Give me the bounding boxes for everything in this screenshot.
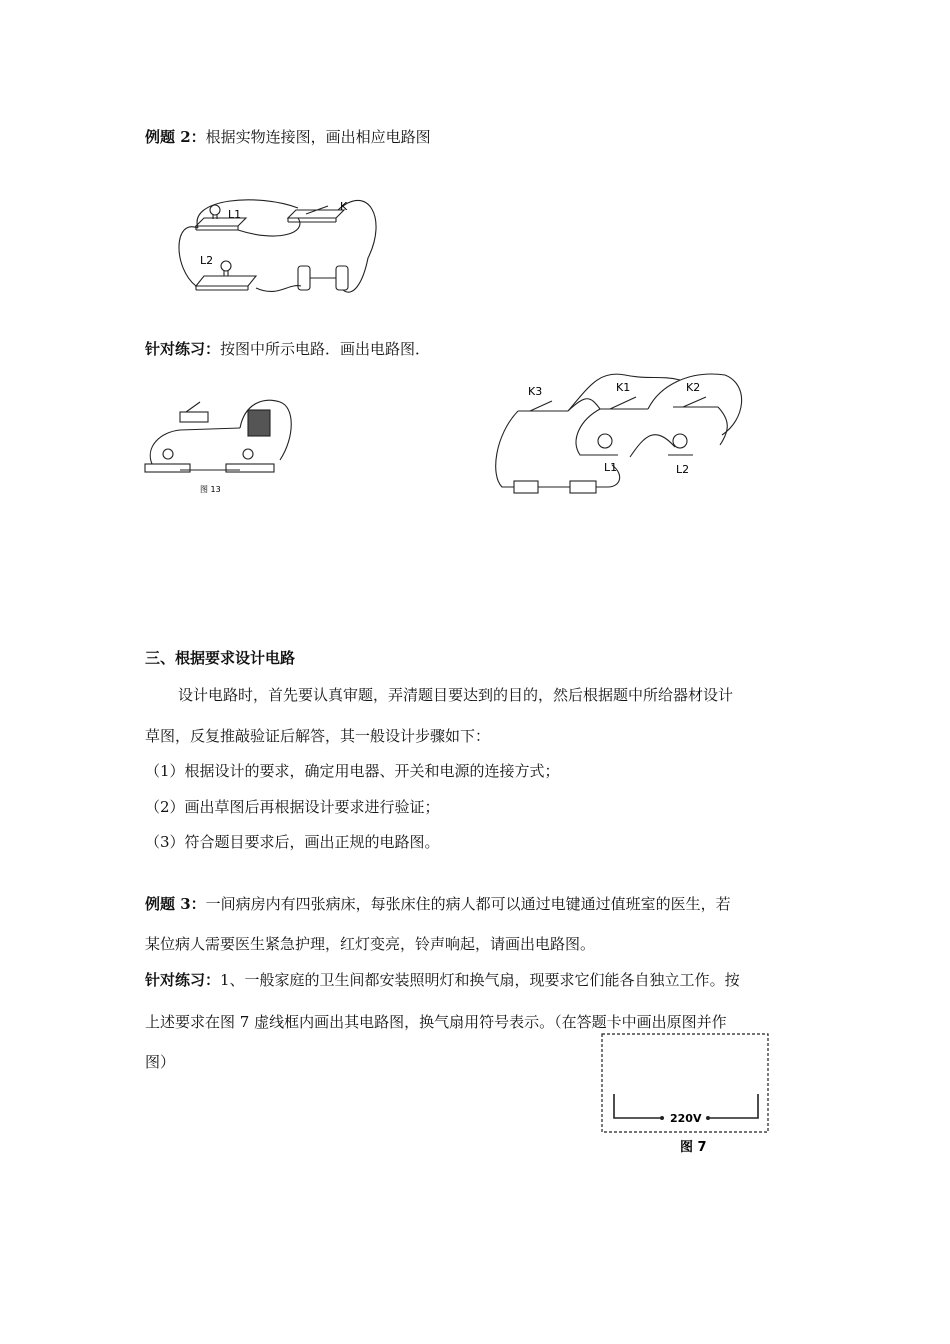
practice2-text-line1: 1、一般家庭的卫生间都安装照明灯和换气扇，现要求它们能各自独立工作。按 xyxy=(220,971,740,989)
example2-circuit-figure xyxy=(168,188,388,303)
example2-k-label: K xyxy=(340,200,348,213)
right-l1-label: L1 xyxy=(604,461,618,474)
practice2-line2: 上述要求在图 7 虚线框内画出其电路图，换气扇用符号表示。（在答题卡中画出原图并作 xyxy=(145,1013,727,1031)
right-l2-label: L2 xyxy=(676,463,690,476)
section3-step-2: （2）画出草图后再根据设计要求进行验证； xyxy=(145,798,440,816)
example2-label: 例题 2： xyxy=(145,128,206,146)
example2-l2-label: L2 xyxy=(200,254,214,267)
figure-13-caption: 图 13 xyxy=(200,485,221,494)
figure-7-voltage: 220V xyxy=(670,1112,702,1125)
example2-l1-label: L1 xyxy=(228,208,242,221)
practice1-text: 按图中所示电路．画出电路图． xyxy=(220,340,431,358)
practice2-label: 针对练习： xyxy=(145,971,221,989)
figure-7-caption: 图 7 xyxy=(680,1140,707,1155)
right-k1-label: K1 xyxy=(616,381,631,394)
figure-13 xyxy=(140,392,300,497)
practice2-line1 xyxy=(145,970,740,990)
section3-step-3: （3）符合题目要求后，画出正规的电路图。 xyxy=(145,833,440,851)
example3-text-line1: 一间病房内有四张病床，每张床住的病人都可以通过电键通过值班室的医生，若 xyxy=(205,895,731,913)
example2-line xyxy=(145,127,431,147)
example3-line2: 某位病人需要医生紧急护理，红灯变亮，铃声响起，请画出电路图。 xyxy=(145,935,596,953)
right-k2-label: K2 xyxy=(686,381,701,394)
practice1-line xyxy=(145,339,430,359)
example2-text: 根据实物连接图，画出相应电路图 xyxy=(205,128,431,146)
section3-step-1: （1）根据设计的要求，确定用电器、开关和电源的连接方式； xyxy=(145,762,560,780)
example3-label: 例题 3： xyxy=(145,895,206,913)
practice1-label: 针对练习： xyxy=(145,340,221,358)
section3-paragraph-line1: 设计电路时，首先要认真审题，弄清题目要达到的目的，然后根据题中所给器材设计 xyxy=(178,686,734,704)
section3-paragraph-line2: 草图，反复推敲验证后解答，其一般设计步骤如下： xyxy=(145,727,491,745)
practice1-right-circuit-figure xyxy=(490,365,750,500)
practice2-line3: 图） xyxy=(145,1053,176,1071)
right-k3-label: K3 xyxy=(528,385,543,398)
section3-heading: 三、根据要求设计电路 xyxy=(145,649,296,667)
figure-7 xyxy=(598,1032,773,1157)
example3-line1 xyxy=(145,894,731,914)
